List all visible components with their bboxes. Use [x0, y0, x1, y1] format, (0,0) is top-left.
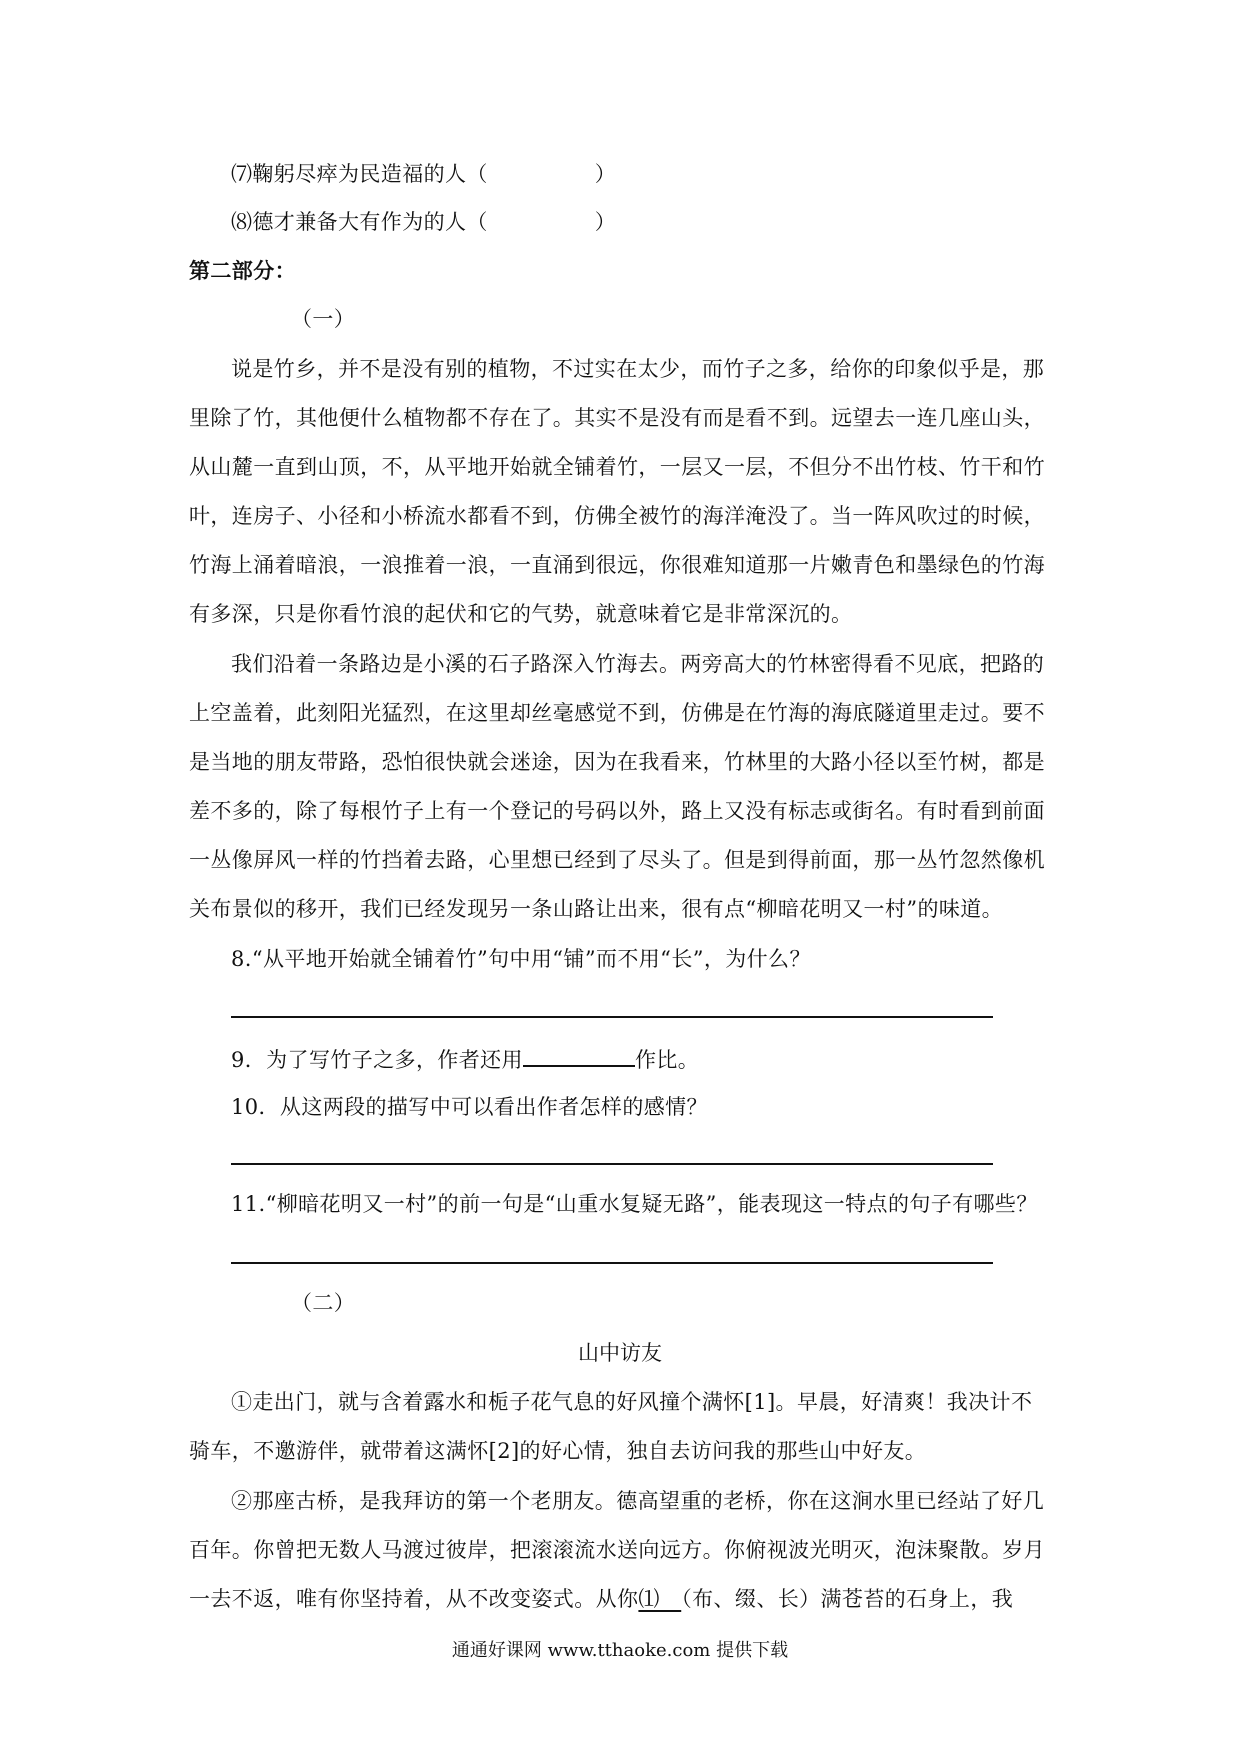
passage-line: ②那座古桥，是我拜访的第一个老朋友。德高望重的老桥，你在这涧水里已经站了好几	[231, 1489, 1045, 1513]
passage-line: 说是竹乡，并不是没有别的植物，不过实在太少，而竹子之多，给你的印象似乎是，那	[231, 357, 1045, 381]
passage-line: 差不多的，除了每根竹子上有一个登记的号码以外，路上又没有标志或街名。有时看到前面	[189, 799, 1045, 823]
passage-two-title: 山中访友	[578, 1341, 662, 1365]
section-two-label: （二）	[291, 1291, 356, 1315]
passage-line: 百年。你曾把无数人马渡过彼岸，把滚滚流水送向远方。你俯视波光明灭，泡沫聚散。岁月	[189, 1538, 1045, 1562]
answer-blank-1[interactable]: ⑴	[638, 1587, 682, 1611]
passage-line-text: （布、缀、长）满苍苔的石身上，我	[681, 1587, 1014, 1611]
passage-line: 从山麓一直到山顶，不，从平地开始就全铺着竹，一层又一层，不但分不出竹枝、竹干和竹	[189, 455, 1045, 479]
question-9-text: 9．为了写竹子之多，作者还用	[231, 1048, 523, 1072]
question-9-suffix: 作比。	[634, 1048, 700, 1072]
footer-source: 通通好课网 www.tthaoke.com 提供下载	[451, 1640, 789, 1661]
passage-line: 有多深，只是你看竹浪的起伏和它的气势，就意味着它是非常深沉的。	[189, 602, 853, 626]
question-8: 8.“从平地开始就全铺着竹”句中用“铺”而不用“长”，为什么？	[231, 947, 811, 971]
passage-line	[189, 1585, 1069, 1613]
answer-line-11[interactable]	[231, 1262, 993, 1264]
passage-line: 一丛像屏风一样的竹挡着去路，心里想已经到了尽头了。但是到得前面，那一丛竹忽然像机	[189, 848, 1045, 872]
section-one-label: （一）	[291, 307, 356, 331]
item-8: ⑻德才兼备大有作为的人（ ）	[231, 210, 617, 234]
passage-line-text: 一去不返，唯有你坚持着，从不改变姿式。从你	[189, 1587, 639, 1611]
part-two-heading: 第二部分：	[189, 258, 296, 283]
answer-line-10[interactable]	[231, 1163, 993, 1165]
passage-line: 竹海上涌着暗浪，一浪推着一浪，一直涌到很远，你很难知道那一片嫩青色和墨绿色的竹海	[189, 553, 1045, 577]
question-11: 11.“柳暗花明又一村”的前一句是“山重水复疑无路”，能表现这一特点的句子有哪些？	[231, 1192, 1038, 1216]
passage-line: 叶，连房子、小径和小桥流水都看不到，仿佛全被竹的海洋淹没了。当一阵风吹过的时候，	[189, 504, 1045, 528]
passage-line: 骑车，不邀游伴，就带着这满怀[2]的好心情，独自去访问我的那些山中好友。	[189, 1439, 927, 1463]
answer-blank-9[interactable]	[523, 1043, 635, 1067]
passage-line: 我们沿着一条路边是小溪的石子路深入竹海去。两旁高大的竹林密得看不见底，把路的	[231, 652, 1045, 676]
passage-line: 里除了竹，其他便什么植物都不存在了。其实不是没有而是看不到。远望去一连几座山头，	[189, 406, 1045, 430]
answer-line-8[interactable]	[231, 1016, 993, 1018]
passage-line: 是当地的朋友带路，恐怕很快就会迷途，因为在我看来，竹林里的大路小径以至竹树，都是	[189, 750, 1045, 774]
question-10: 10．从这两段的描写中可以看出作者怎样的感情？	[231, 1095, 708, 1119]
passage-line: ①走出门，就与含着露水和栀子花气息的好风撞个满怀[1]。早晨，好清爽！我决计不	[231, 1390, 1033, 1414]
item-7: ⑺鞠躬尽瘁为民造福的人（ ）	[231, 162, 617, 186]
passage-line: 上空盖着，此刻阳光猛烈，在这里却丝毫感觉不到，仿佛是在竹海的海底隧道里走过。要不	[189, 701, 1045, 725]
passage-line: 关布景似的移开，我们已经发现另一条山路让出来，很有点“柳暗花明又一村”的味道。	[189, 897, 1004, 921]
question-9	[231, 1043, 1111, 1074]
